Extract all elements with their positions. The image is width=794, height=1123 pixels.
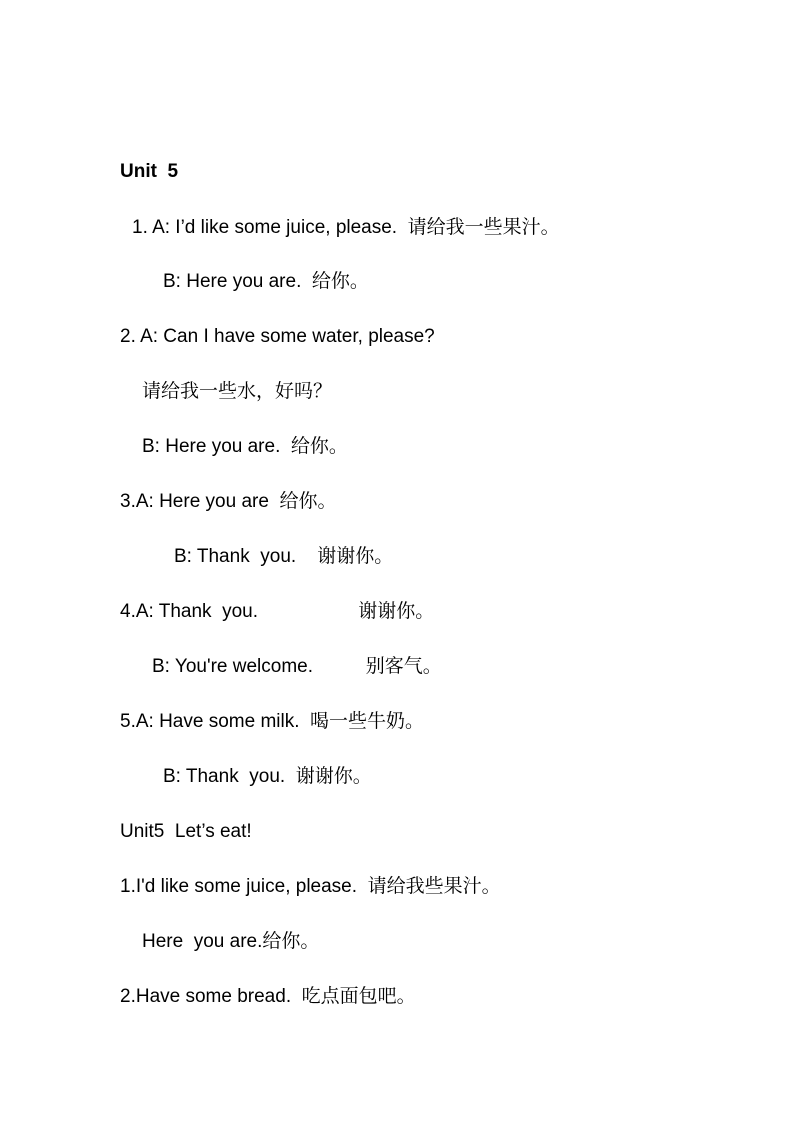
- dialogue-line: B: Thank you. 谢谢你。: [174, 546, 394, 567]
- dialogue-line: 5.A: Have some milk. 喝一些牛奶。: [120, 711, 425, 732]
- dialogue-line: 1.I'd like some juice, please. 请给我些果汁。: [120, 876, 501, 897]
- unit-heading: Unit 5: [120, 161, 179, 182]
- dialogue-line: 请给我一些水，好吗？: [142, 381, 333, 402]
- dialogue-line: 3.A: Here you are 给你。: [120, 491, 337, 512]
- dialogue-line: 1. A: I’d like some juice, please. 请给我一些果汁。: [132, 217, 560, 238]
- dialogue-line: B: Here you are. 给你。: [163, 271, 369, 292]
- dialogue-line: 4.A: Thank you. 谢谢你。: [120, 601, 435, 622]
- dialogue-line: Here you are.给你。: [142, 931, 320, 952]
- section-title: Unit5 Let’s eat!: [120, 821, 252, 842]
- dialogue-line: B: Here you are. 给你。: [142, 436, 348, 457]
- dialogue-line: 2.Have some bread. 吃点面包吧。: [120, 986, 416, 1007]
- dialogue-line: B: You're welcome. 别客气。: [152, 656, 442, 677]
- dialogue-line: B: Thank you. 谢谢你。: [163, 766, 372, 787]
- dialogue-line: 2. A: Can I have some water, please?: [120, 326, 435, 347]
